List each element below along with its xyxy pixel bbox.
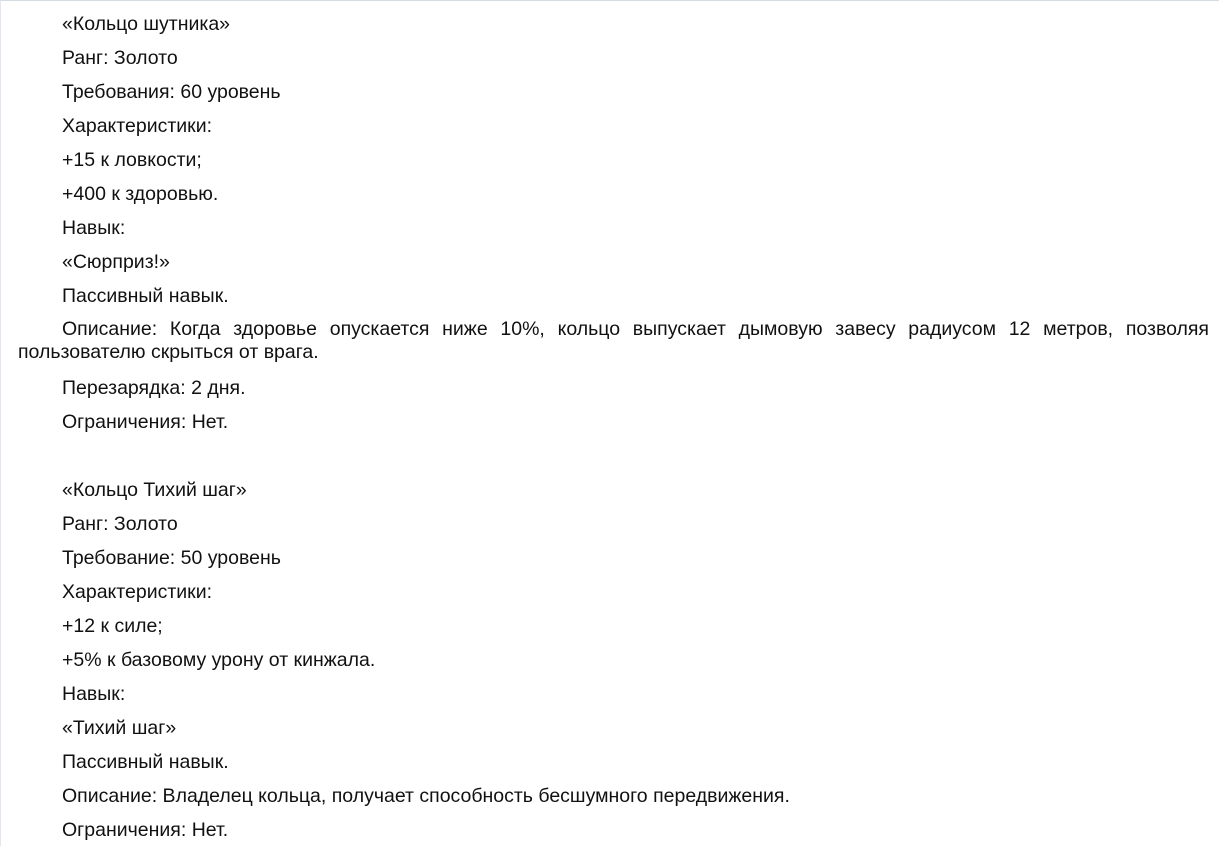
item-stat: +15 к ловкости;: [62, 149, 202, 171]
item-stat: +12 к силе;: [62, 615, 163, 637]
item-skill-type: Пассивный навык.: [62, 751, 229, 773]
item-stat: +400 к здоровью.: [62, 183, 219, 205]
item-requirement: Требование: 50 уровень: [62, 547, 281, 569]
item-stats-label: Характеристики:: [62, 581, 213, 603]
item-skill-label: Навык:: [62, 683, 126, 705]
item-description: Описание: Когда здоровье опускается ниже 10%, кольцо выпускает дымовую завесу радиусом 12 метров, позволяя пользователю скрыться от врага.: [18, 318, 1209, 363]
item-restrictions: Ограничения: Нет.: [62, 819, 229, 841]
item-description: Описание: Владелец кольца, получает способность бесшумного передвижения.: [62, 785, 790, 807]
item-block-silent-step-ring: [18, 473, 1209, 846]
item-rank: Ранг: Золото: [62, 513, 178, 535]
item-cooldown: Перезарядка: 2 дня.: [62, 377, 246, 399]
item-stats-label: Характеристики:: [62, 115, 213, 137]
item-skill-label: Навык:: [62, 217, 126, 239]
item-rank: Ранг: Золото: [62, 47, 178, 69]
item-block-joker-ring: [18, 7, 1209, 439]
item-skill-type: Пассивный навык.: [62, 285, 229, 307]
item-skill-name: «Сюрприз!»: [62, 251, 170, 273]
item-title: «Кольцо шутника»: [62, 13, 231, 35]
item-restrictions: Ограничения: Нет.: [62, 411, 229, 433]
item-stat: +5% к базовому урону от кинжала.: [62, 649, 376, 671]
item-requirement: Требования: 60 уровень: [62, 81, 281, 103]
block-separator: [18, 439, 1209, 473]
item-skill-name: «Тихий шаг»: [62, 717, 177, 739]
item-title: «Кольцо Тихий шаг»: [62, 479, 247, 501]
